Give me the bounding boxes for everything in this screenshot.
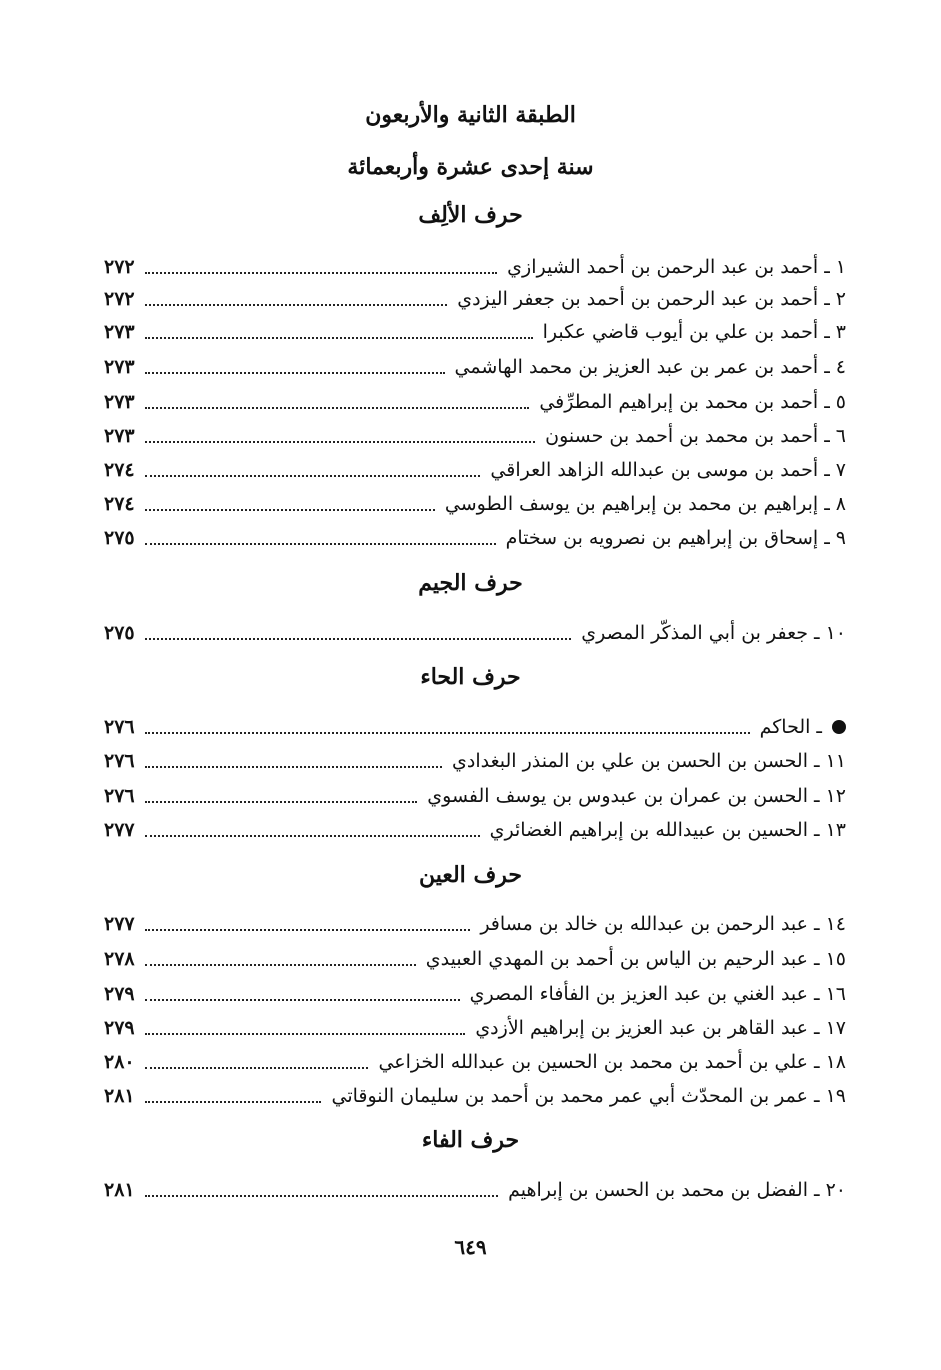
- entry-name: إبراهيم بن محمد بن إبراهيم بن يوسف الطوسي: [444, 493, 819, 515]
- dot-leader: [145, 956, 416, 966]
- entry-page: ٢٨١: [104, 1085, 135, 1107]
- dot-leader: [145, 630, 572, 640]
- section-heading-jim: حرف الجيم: [418, 570, 523, 596]
- entry-number: ٥: [835, 391, 846, 413]
- dot-leader: [145, 467, 481, 477]
- entry-dash: ـ: [824, 425, 830, 447]
- entry-name: عبد الرحمن بن عبدالله بن خالد بن مسافر: [480, 913, 808, 935]
- entry-name: جعفر بن أبي المذكّر المصري: [581, 622, 808, 644]
- entry-dash: ـ: [814, 785, 820, 807]
- entry-number: ١٥: [825, 948, 846, 970]
- entry-page: ٢٧٦: [104, 716, 135, 738]
- entry-number: ٨: [835, 493, 846, 515]
- toc-entry: [104, 456, 846, 484]
- dot-leader: [145, 793, 418, 803]
- entry-name: أحمد بن عبد الرحمن بن أحمد بن جعفر اليزدي: [457, 288, 819, 310]
- entry-page: ٢٧٣: [104, 425, 135, 447]
- entry-page: ٢٧٤: [104, 459, 135, 481]
- entry-page: ٢٧٧: [104, 913, 135, 935]
- toc-entry: [104, 1014, 846, 1042]
- entry-page: ٢٧٧: [104, 819, 135, 841]
- dot-leader: [145, 724, 750, 734]
- toc-entry: [104, 782, 846, 810]
- page-subtitle: سنة إحدى عشرة وأربعمائة: [347, 154, 594, 180]
- entry-number: ٢٠: [825, 1179, 846, 1201]
- dot-leader: [145, 758, 442, 768]
- bullet-icon: [832, 720, 846, 734]
- entry-name: عبد القاهر بن عبد العزيز بن إبراهيم الأزدي: [475, 1017, 808, 1039]
- entry-name: أحمد بن عمر بن عبد العزيز بن محمد الهاشمي: [454, 356, 819, 378]
- entry-page: ٢٧٥: [104, 527, 135, 549]
- entry-name: أحمد بن موسى بن عبدالله الزاهد العراقي: [490, 459, 819, 481]
- entry-name: أحمد بن محمد بن إبراهيم المطرِّفي: [539, 391, 819, 413]
- toc-entry: [104, 285, 846, 313]
- entry-dash: ـ: [814, 913, 820, 935]
- entry-name: الحاكم: [759, 716, 811, 738]
- entry-number: ١٣: [825, 819, 846, 841]
- entry-page: ٢٨٠: [104, 1051, 135, 1073]
- entry-page: ٢٨١: [104, 1179, 135, 1201]
- dot-leader: [145, 399, 530, 409]
- entry-dash: ـ: [814, 948, 820, 970]
- dot-leader: [145, 535, 496, 545]
- entry-dash: ـ: [824, 321, 830, 343]
- section-heading-fa: حرف الفاء: [421, 1127, 520, 1153]
- entry-page: ٢٧٣: [104, 391, 135, 413]
- entry-number: ٦: [835, 425, 846, 447]
- entry-number: ١٩: [825, 1085, 846, 1107]
- entry-dash: ـ: [814, 622, 820, 644]
- entry-page: ٢٧٨: [104, 948, 135, 970]
- entry-name: إسحاق بن إبراهيم بن نصرويه بن سختام: [505, 527, 819, 549]
- entry-dash: ـ: [814, 819, 820, 841]
- entry-dash: ـ: [824, 256, 830, 278]
- entry-number: ٣: [835, 321, 846, 343]
- entry-page: ٢٧٦: [104, 750, 135, 772]
- entry-page: ٢٧٥: [104, 622, 135, 644]
- entry-number: ٧: [835, 459, 846, 481]
- toc-entry: [104, 524, 846, 552]
- entry-page: ٢٧٩: [104, 983, 135, 1005]
- entry-number: ٤: [835, 356, 846, 378]
- entry-page: ٢٧٢: [104, 256, 135, 278]
- toc-entry: [104, 910, 846, 938]
- section-heading-ha: حرف الحاء: [420, 664, 521, 690]
- section-heading-alif: حرف الألِف: [418, 202, 523, 228]
- dot-leader: [145, 921, 471, 931]
- entry-page: ٢٧٣: [104, 321, 135, 343]
- entry-number: ٢: [835, 288, 846, 310]
- entry-name: علي بن أحمد بن محمد بن الحسين بن عبدالله الخزاعي: [378, 1051, 808, 1073]
- entry-page: ٢٧٦: [104, 785, 135, 807]
- entry-dash: ـ: [824, 527, 830, 549]
- entry-dash: ـ: [824, 356, 830, 378]
- toc-entry: [104, 1048, 846, 1076]
- dot-leader: [145, 991, 460, 1001]
- entry-number: ١٨: [825, 1051, 846, 1073]
- entry-dash: ـ: [814, 1085, 820, 1107]
- dot-leader: [145, 1093, 322, 1103]
- toc-entry: [104, 353, 846, 381]
- entry-name: عمر بن المحدّث أبي عمر محمد بن أحمد بن سليمان النوقاتي: [331, 1085, 808, 1107]
- dot-leader: [145, 827, 480, 837]
- entry-dash: ـ: [824, 493, 830, 515]
- dot-leader: [145, 433, 536, 443]
- entry-name: عبد الرحيم بن الياس بن أحمد بن المهدي العبيدي: [425, 948, 808, 970]
- dot-leader: [145, 1025, 466, 1035]
- entry-number: ١٦: [825, 983, 846, 1005]
- entry-name: الحسين بن عبيدالله بن إبراهيم الغضائري: [489, 819, 808, 841]
- dot-leader: [145, 296, 448, 306]
- entry-dash: ـ: [816, 716, 822, 738]
- entry-page: ٢٧٢: [104, 288, 135, 310]
- dot-leader: [145, 329, 533, 339]
- dot-leader: [145, 501, 435, 511]
- entry-number: ١٠: [825, 622, 846, 644]
- dot-leader: [145, 1187, 498, 1197]
- toc-entry: [104, 318, 846, 346]
- dot-leader: [145, 1059, 369, 1069]
- toc-entry: [104, 1082, 846, 1110]
- entry-dash: ـ: [814, 1017, 820, 1039]
- entry-number: ٩: [835, 527, 846, 549]
- entry-dash: ـ: [824, 459, 830, 481]
- entry-dash: ـ: [814, 750, 820, 772]
- toc-entry: [104, 490, 846, 518]
- entry-name: الحسن بن عمران بن عبدوس بن يوسف الفسوي: [427, 785, 808, 807]
- entry-name: أحمد بن محمد بن أحمد بن حسنون: [545, 425, 819, 447]
- toc-entry: [104, 253, 846, 281]
- toc-entry: [104, 747, 846, 775]
- entry-page: ٢٧٣: [104, 356, 135, 378]
- entry-page: ٢٧٩: [104, 1017, 135, 1039]
- toc-entry: [104, 1176, 846, 1204]
- dot-leader: [145, 264, 498, 274]
- entry-number: ١: [835, 256, 846, 278]
- entry-dash: ـ: [824, 288, 830, 310]
- entry-page: ٢٧٤: [104, 493, 135, 515]
- entry-name: أحمد بن عبد الرحمن بن أحمد الشيرازي: [507, 256, 819, 278]
- entry-dash: ـ: [814, 983, 820, 1005]
- section-heading-ayn: حرف العين: [418, 862, 523, 888]
- entry-dash: ـ: [814, 1179, 820, 1201]
- toc-entry: [104, 713, 846, 741]
- entry-name: الحسن بن الحسن بن علي بن المنذر البغدادي: [452, 750, 808, 772]
- entry-dash: ـ: [824, 391, 830, 413]
- page-title: الطبقة الثانية والأربعون: [365, 102, 576, 128]
- entry-number: ١١: [825, 750, 846, 772]
- toc-entry: [104, 388, 846, 416]
- toc-entry: [104, 945, 846, 973]
- entry-number: ١٧: [825, 1017, 846, 1039]
- entry-name: عبد الغني بن عبد العزيز بن الفأفاء المصري: [469, 983, 808, 1005]
- toc-entry: [104, 980, 846, 1008]
- entry-number: ١٤: [825, 913, 846, 935]
- toc-entry: [104, 619, 846, 647]
- entry-name: الفضل بن محمد بن الحسن بن إبراهيم: [508, 1179, 808, 1201]
- entry-number: ١٢: [825, 785, 846, 807]
- page-number: ٦٤٩: [454, 1235, 487, 1259]
- toc-entry: [104, 816, 846, 844]
- entry-name: أحمد بن علي بن أيوب قاضي عكبرا: [542, 321, 819, 343]
- entry-dash: ـ: [814, 1051, 820, 1073]
- toc-entry: [104, 422, 846, 450]
- dot-leader: [145, 364, 445, 374]
